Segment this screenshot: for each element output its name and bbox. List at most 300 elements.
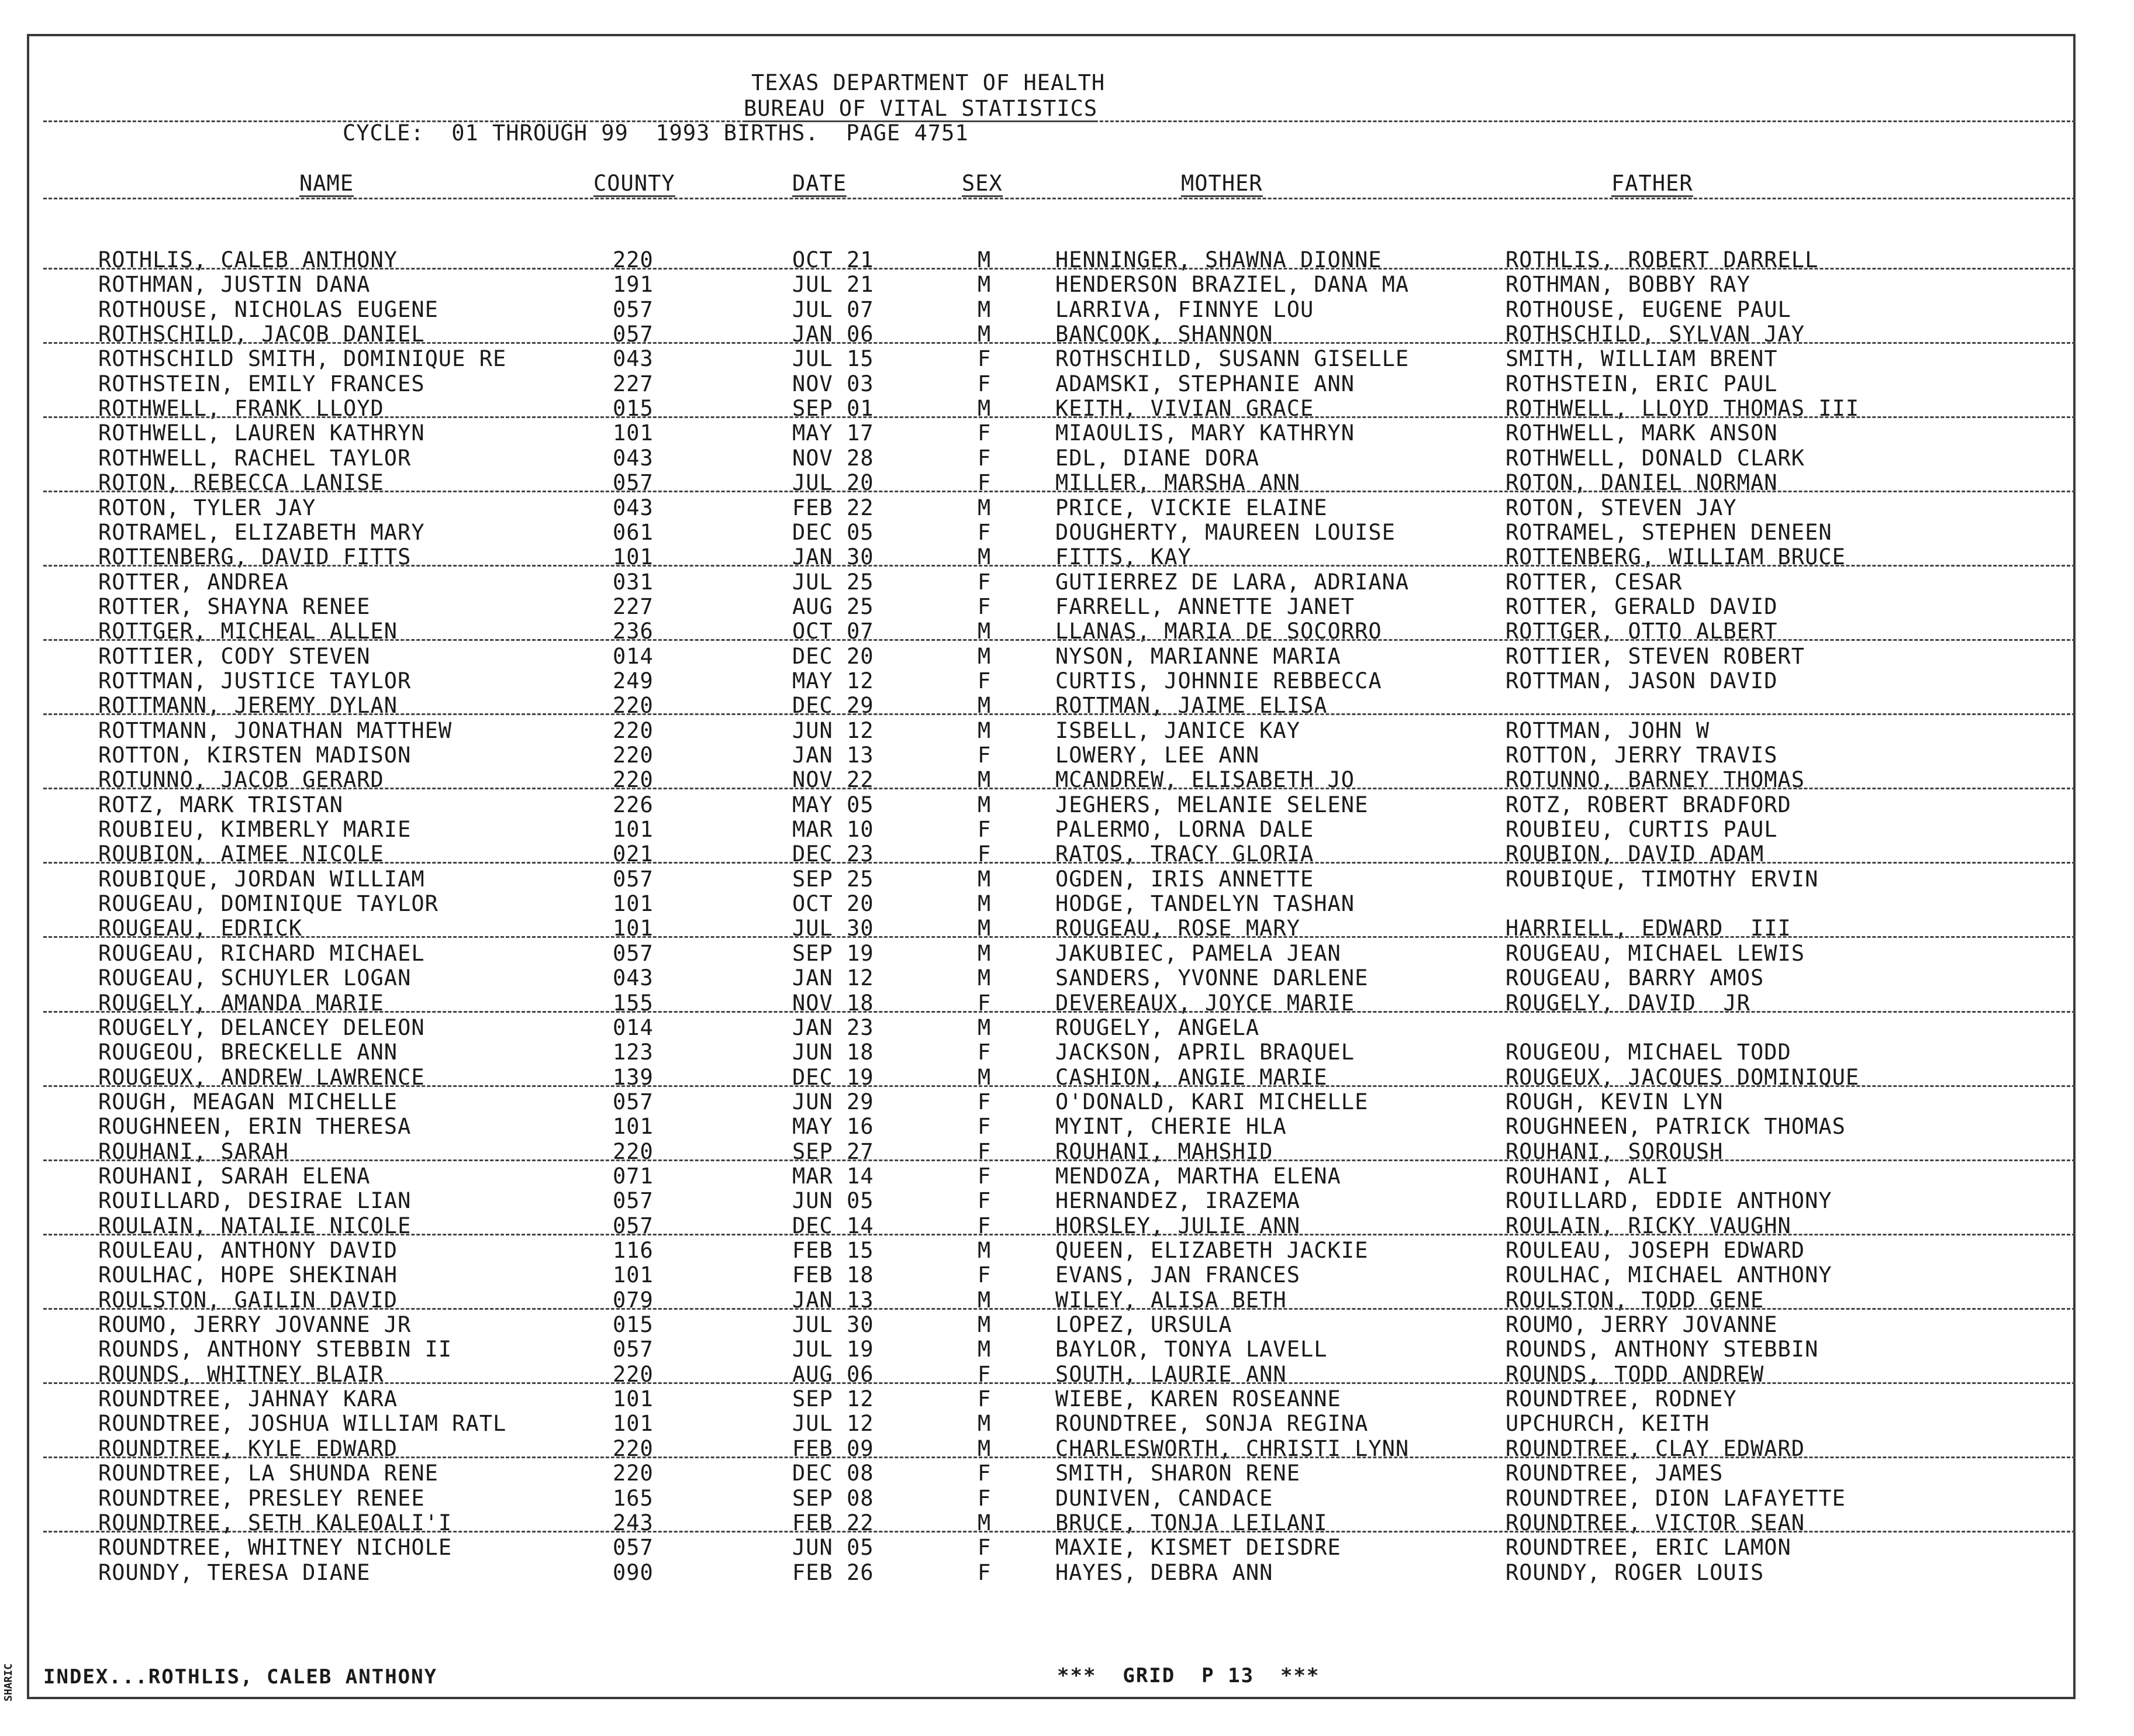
cell-sex: F [978,420,992,446]
cell-date: DEC 23 [792,841,874,867]
cell-name: ROTUNNO, JACOB GERARD [98,767,384,793]
cell-county: 220 [613,247,654,272]
cell-father: ROUGEOU, MICHAEL TODD [1505,1040,1791,1065]
row-group-divider [43,565,2076,567]
row-group-divider [43,639,2076,641]
table-row [0,817,2134,842]
cell-county: 014 [613,1014,654,1040]
cell-mother: ROUNDTREE, SONJA REGINA [1055,1411,1369,1437]
table-row [0,570,2134,595]
cell-county: 090 [613,1559,654,1585]
cell-sex: F [978,569,992,595]
table-row [0,644,2134,669]
cell-county: 057 [613,296,654,322]
cell-sex: F [978,1138,992,1164]
cell-father: ROUMO, JERRY JOVANNE [1505,1312,1778,1338]
cell-county: 101 [613,1386,654,1412]
cell-date: NOV 03 [792,371,874,396]
cell-date: FEB 18 [792,1262,874,1288]
cell-father: HARRIELL, EDWARD III [1505,916,1791,941]
cell-mother: GUTIERREZ DE LARA, ADRIANA [1055,569,1410,595]
cell-mother: ROUHANI, MAHSHID [1055,1138,1273,1164]
cell-mother: QUEEN, ELIZABETH JACKIE [1055,1238,1369,1263]
col-header-date: DATE [792,171,847,196]
cell-county: 057 [613,322,654,347]
bureau-title: BUREAU OF VITAL STATISTICS [744,96,1098,121]
cell-name: ROTHSTEIN, EMILY FRANCES [98,371,425,396]
cell-name: ROTTMAN, JUSTICE TAYLOR [98,668,412,693]
table-row [0,966,2134,990]
cell-date: FEB 22 [792,495,874,520]
table-row [0,1561,2134,1585]
cell-name: ROTHSCHILD, JACOB DANIEL [98,322,425,347]
cell-mother: KEITH, VIVIAN GRACE [1055,396,1314,422]
cell-sex: M [978,1337,992,1362]
cell-father: ROTTON, JERRY TRAVIS [1505,743,1778,768]
cell-date: JAN 13 [792,1287,874,1313]
table-row [0,941,2134,966]
cell-date: NOV 18 [792,990,874,1016]
cell-father: ROTTMAN, JOHN W [1505,717,1710,743]
cell-mother: SOUTH, LAURIE ANN [1055,1361,1287,1387]
cell-sex: F [978,817,992,843]
cell-county: 236 [613,619,654,644]
cell-sex: M [978,1312,992,1338]
cell-father: ROTHOUSE, EUGENE PAUL [1505,296,1791,322]
cell-mother: ADAMSKI, STEPHANIE ANN [1055,371,1355,396]
table-row [0,272,2134,297]
cell-county: 220 [613,767,654,793]
cell-date: SEP 08 [792,1485,874,1511]
cell-sex: M [978,891,992,917]
table-row [0,743,2134,768]
cell-mother: HODGE, TANDELYN TASHAN [1055,891,1355,917]
cell-name: ROTTER, ANDREA [98,569,289,595]
cell-mother: EDL, DIANE DORA [1055,445,1260,471]
cell-father: ROTUNNO, BARNEY THOMAS [1505,767,1805,793]
cell-county: 220 [613,717,654,743]
cell-father: ROUNDTREE, RODNEY [1505,1386,1737,1412]
cell-name: ROUGELY, DELANCEY DELEON [98,1014,425,1040]
row-group-divider [43,713,2076,715]
cell-sex: F [978,1361,992,1387]
cell-name: ROULSTON, GAILIN DAVID [98,1287,398,1313]
cell-county: 057 [613,1535,654,1561]
cell-county: 071 [613,1163,654,1189]
table-row [0,1337,2134,1362]
cell-date: FEB 09 [792,1435,874,1461]
cell-mother: BAYLOR, TONYA LAVELL [1055,1337,1328,1362]
cell-name: ROUGEAU, RICHARD MICHAEL [98,940,425,966]
cell-father: ROUNDTREE, VICTOR SEAN [1505,1510,1805,1535]
cell-date: JAN 06 [792,322,874,347]
cell-sex: M [978,717,992,743]
cell-name: ROULEAU, ANTHONY DAVID [98,1238,398,1263]
cell-sex: F [978,519,992,545]
row-group-divider [43,788,2076,789]
cell-county: 220 [613,1435,654,1461]
cell-date: JUL 07 [792,296,874,322]
col-header-mother: MOTHER [1181,171,1263,196]
cell-sex: M [978,1435,992,1461]
cell-county: 155 [613,990,654,1016]
cell-father: SMITH, WILLIAM BRENT [1505,346,1778,372]
cell-name: ROUGEUX, ANDREW LAWRENCE [98,1064,425,1090]
table-row [0,1387,2134,1411]
cell-name: ROUHANI, SARAH ELENA [98,1163,371,1189]
row-group-divider [43,1308,2076,1310]
cell-mother: MIAOULIS, MARY KATHRYN [1055,420,1355,446]
cell-name: ROTTMANN, JONATHAN MATTHEW [98,717,453,743]
cell-date: DEC 29 [792,693,874,719]
cell-mother: ROTHSCHILD, SUSANN GISELLE [1055,346,1410,372]
cell-county: 021 [613,841,654,867]
cell-county: 191 [613,272,654,298]
cell-name: ROULHAC, HOPE SHEKINAH [98,1262,398,1288]
agency-title: TEXAS DEPARTMENT OF HEALTH [751,70,1106,95]
cell-father: ROTTER, CESAR [1505,569,1683,595]
col-header-county: COUNTY [593,171,675,196]
cell-date: MAY 05 [792,792,874,817]
cell-date: DEC 08 [792,1461,874,1486]
cell-name: ROUNDTREE, KYLE EDWARD [98,1435,398,1461]
cell-father: ROUBIEU, CURTIS PAUL [1505,817,1778,843]
cell-sex: F [978,1461,992,1486]
cell-mother: SANDERS, YVONNE DARLENE [1055,965,1369,991]
cell-county: 061 [613,519,654,545]
cell-county: 015 [613,1312,654,1338]
table-row [0,595,2134,619]
cell-sex: M [978,1510,992,1535]
cell-name: ROUBION, AIMEE NICOLE [98,841,384,867]
side-mark: SHARIC [2,1663,15,1702]
cell-father: ROTZ, ROBERT BRADFORD [1505,792,1791,817]
col-header-name: NAME [299,171,354,196]
cell-county: 057 [613,1213,654,1238]
cell-date: JUN 29 [792,1089,874,1114]
cell-name: ROUNDTREE, JAHNAY KARA [98,1386,398,1412]
cell-father: UPCHURCH, KEITH [1505,1411,1710,1437]
cell-county: 101 [613,817,654,843]
cell-county: 043 [613,965,654,991]
cell-county: 043 [613,445,654,471]
cell-sex: F [978,1386,992,1412]
cell-county: 116 [613,1238,654,1263]
cell-name: ROUNDS, ANTHONY STEBBIN II [98,1337,453,1362]
table-row [0,1486,2134,1511]
cell-county: 101 [613,916,654,941]
cell-name: ROUNDY, TERESA DIANE [98,1559,371,1585]
cell-date: SEP 01 [792,396,874,422]
cell-name: ROTTENBERG, DAVID FITTS [98,544,412,570]
cell-father: ROTHSTEIN, ERIC PAUL [1505,371,1778,396]
cell-name: ROTTGER, MICHEAL ALLEN [98,619,398,644]
cell-sex: F [978,445,992,471]
cell-date: DEC 14 [792,1213,874,1238]
cell-date: JUL 25 [792,569,874,595]
table-row [0,1238,2134,1263]
cell-date: AUG 06 [792,1361,874,1387]
cell-date: MAY 17 [792,420,874,446]
table-row [0,1411,2134,1436]
cell-date: JUN 05 [792,1188,874,1214]
cell-sex: F [978,1485,992,1511]
cell-date: NOV 22 [792,767,874,793]
cell-father: ROUHANI, ALI [1505,1163,1669,1189]
cell-mother: DOUGHERTY, MAUREEN LOUISE [1055,519,1396,545]
cell-county: 249 [613,668,654,693]
cell-sex: F [978,1089,992,1114]
cell-mother: ROTTMAN, JAIME ELISA [1055,693,1328,719]
cell-county: 101 [613,420,654,446]
cell-county: 220 [613,1138,654,1164]
row-group-divider [43,1011,2076,1013]
cell-father: ROUBIQUE, TIMOTHY ERVIN [1505,866,1819,892]
cell-father: ROULEAU, JOSEPH EDWARD [1505,1238,1805,1263]
cell-mother: EVANS, JAN FRANCES [1055,1262,1300,1288]
cell-mother: HORSLEY, JULIE ANN [1055,1213,1300,1238]
cell-date: SEP 12 [792,1386,874,1412]
table-row [0,347,2134,371]
cell-father: ROTON, DANIEL NORMAN [1505,470,1778,496]
cell-date: JUN 05 [792,1535,874,1561]
cell-father: ROUNDS, ANTHONY STEBBIN [1505,1337,1819,1362]
cell-sex: M [978,1238,992,1263]
cell-county: 101 [613,1262,654,1288]
table-row [0,446,2134,471]
cell-date: JAN 12 [792,965,874,991]
cell-sex: F [978,1213,992,1238]
cell-county: 220 [613,743,654,768]
cell-sex: M [978,396,992,422]
cell-father: ROTHMAN, BOBBY RAY [1505,272,1750,298]
cell-sex: F [978,1188,992,1214]
col-header-sex: SEX [962,171,1003,196]
cell-date: FEB 15 [792,1238,874,1263]
cell-date: AUG 25 [792,593,874,619]
cell-mother: HERNANDEZ, IRAZEMA [1055,1188,1300,1214]
cell-name: ROUMO, JERRY JOVANNE JR [98,1312,412,1338]
cell-county: 031 [613,569,654,595]
cell-mother: ROUGEAU, ROSE MARY [1055,916,1300,941]
cell-father: ROUNDTREE, ERIC LAMON [1505,1535,1791,1561]
cell-father: ROULHAC, MICHAEL ANTHONY [1505,1262,1832,1288]
cell-date: JUL 19 [792,1337,874,1362]
cell-name: ROTZ, MARK TRISTAN [98,792,343,817]
cell-date: DEC 19 [792,1064,874,1090]
cell-name: ROUNDTREE, PRESLEY RENEE [98,1485,425,1511]
cell-mother: WILEY, ALISA BETH [1055,1287,1287,1313]
cell-sex: M [978,1064,992,1090]
cell-sex: M [978,792,992,817]
grid-label: *** GRID P 13 *** [1057,1664,1320,1687]
table-row [0,1040,2134,1065]
index-label: INDEX...ROTHLIS, CALEB ANTHONY [43,1665,438,1689]
cell-county: 243 [613,1510,654,1535]
table-row [0,1016,2134,1040]
cell-sex: M [978,1287,992,1313]
cell-date: FEB 26 [792,1559,874,1585]
cell-mother: MYINT, CHERIE HLA [1055,1114,1287,1140]
cell-date: DEC 20 [792,643,874,669]
cell-mother: DEVEREAUX, JOYCE MARIE [1055,990,1355,1016]
cell-county: 057 [613,1089,654,1114]
header-divider-bottom [43,198,2076,199]
cell-sex: F [978,470,992,496]
cell-mother: CURTIS, JOHNNIE REBBECCA [1055,668,1382,693]
cell-sex: M [978,693,992,719]
cell-name: ROTON, REBECCA LANISE [98,470,384,496]
cell-sex: M [978,940,992,966]
cell-name: ROUNDTREE, WHITNEY NICHOLE [98,1535,453,1561]
cell-sex: F [978,1163,992,1189]
cell-name: ROTHWELL, RACHEL TAYLOR [98,445,412,471]
cell-date: MAR 14 [792,1163,874,1189]
cell-sex: M [978,1014,992,1040]
cell-mother: SMITH, SHARON RENE [1055,1461,1300,1486]
cell-county: 043 [613,495,654,520]
cell-father: ROUGELY, DAVID JR [1505,990,1750,1016]
cell-date: JUL 12 [792,1411,874,1437]
cell-mother: LLANAS, MARIA DE SOCORRO [1055,619,1382,644]
table-row [0,1090,2134,1114]
table-row [0,520,2134,545]
cell-mother: BRUCE, TONJA LEILANI [1055,1510,1328,1535]
cell-name: ROUNDTREE, LA SHUNDA RENE [98,1461,438,1486]
cell-mother: OGDEN, IRIS ANNETTE [1055,866,1314,892]
cell-father: ROUNDTREE, DION LAFAYETTE [1505,1485,1846,1511]
row-group-divider [43,1159,2076,1161]
cell-name: ROTHLIS, CALEB ANTHONY [98,247,398,272]
cell-name: ROUGH, MEAGAN MICHELLE [98,1089,398,1114]
cell-sex: F [978,1040,992,1065]
cell-name: ROUBIEU, KIMBERLY MARIE [98,817,412,843]
cell-mother: MENDOZA, MARTHA ELENA [1055,1163,1341,1189]
cell-sex: M [978,965,992,991]
cell-name: ROTTON, KIRSTEN MADISON [98,743,412,768]
cell-father: ROUHANI, SOROUSH [1505,1138,1724,1164]
cell-sex: M [978,247,992,272]
cell-county: 014 [613,643,654,669]
cell-date: MAY 16 [792,1114,874,1140]
cell-sex: M [978,495,992,520]
cell-mother: HAYES, DEBRA ANN [1055,1559,1273,1585]
cell-name: ROUHANI, SARAH [98,1138,289,1164]
cell-mother: FARRELL, ANNETTE JANET [1055,593,1355,619]
col-header-father: FATHER [1611,171,1693,196]
cell-mother: CASHION, ANGIE MARIE [1055,1064,1328,1090]
cell-date: JUL 21 [792,272,874,298]
cell-name: ROUNDS, WHITNEY BLAIR [98,1361,384,1387]
cell-father: ROTTMAN, JASON DAVID [1505,668,1778,693]
cell-father: ROTHWELL, LLOYD THOMAS III [1505,396,1860,422]
row-group-divider [43,1382,2076,1384]
cell-date: SEP 19 [792,940,874,966]
cell-name: ROUGEAU, DOMINIQUE TAYLOR [98,891,438,917]
cell-mother: RATOS, TRACY GLORIA [1055,841,1314,867]
cell-sex: M [978,866,992,892]
cell-county: 079 [613,1287,654,1313]
table-row [0,1535,2134,1560]
table-row [0,372,2134,396]
cell-name: ROUNDTREE, JOSHUA WILLIAM RATL [98,1411,507,1437]
cell-sex: F [978,346,992,372]
cell-father: ROUGHNEEN, PATRICK THOMAS [1505,1114,1846,1140]
row-group-divider [43,1457,2076,1458]
cell-date: MAR 10 [792,817,874,843]
cell-date: JUL 30 [792,916,874,941]
cell-father: ROTTGER, OTTO ALBERT [1505,619,1778,644]
cell-name: ROTHWELL, LAUREN KATHRYN [98,420,425,446]
cell-name: ROUGEAU, EDRICK [98,916,303,941]
table-row [0,719,2134,743]
cell-county: 057 [613,940,654,966]
cell-date: JAN 30 [792,544,874,570]
cell-father: ROTTENBERG, WILLIAM BRUCE [1505,544,1846,570]
table-row [0,298,2134,322]
cell-sex: F [978,743,992,768]
cell-date: JUL 30 [792,1312,874,1338]
cell-father: ROTTER, GERALD DAVID [1505,593,1778,619]
cell-date: JUL 20 [792,470,874,496]
cell-father: ROTHLIS, ROBERT DARRELL [1505,247,1819,272]
cell-sex: M [978,1411,992,1437]
table-row [0,867,2134,892]
cell-sex: M [978,322,992,347]
cell-county: 057 [613,470,654,496]
cycle-line: CYCLE: 01 THROUGH 99 1993 BIRTHS. PAGE 4751 [343,120,969,146]
cell-date: JUL 15 [792,346,874,372]
table-row [0,1164,2134,1189]
cell-mother: MAXIE, KISMET DEISDRE [1055,1535,1341,1561]
cell-date: FEB 22 [792,1510,874,1535]
cell-county: 139 [613,1064,654,1090]
table-row [0,669,2134,693]
cell-name: ROULAIN, NATALIE NICOLE [98,1213,412,1238]
row-group-divider [43,342,2076,344]
cell-mother: JEGHERS, MELANIE SELENE [1055,792,1369,817]
cell-sex: M [978,544,992,570]
cell-name: ROUGEAU, SCHUYLER LOGAN [98,965,412,991]
cell-name: ROUGELY, AMANDA MARIE [98,990,384,1016]
cell-date: OCT 21 [792,247,874,272]
table-row [0,1313,2134,1337]
cell-date: JUN 12 [792,717,874,743]
cell-county: 101 [613,544,654,570]
row-group-divider [43,1085,2076,1087]
cell-county: 101 [613,1411,654,1437]
cell-sex: F [978,990,992,1016]
cell-father: ROUNDY, ROGER LOUIS [1505,1559,1764,1585]
cell-sex: F [978,841,992,867]
table-row [0,1263,2134,1288]
cell-mother: WIEBE, KAREN ROSEANNE [1055,1386,1341,1412]
table-row [0,892,2134,916]
cell-father: ROUGEAU, BARRY AMOS [1505,965,1764,991]
table-row [0,1461,2134,1486]
cell-name: ROTHOUSE, NICHOLAS EUGENE [98,296,438,322]
cell-sex: F [978,1535,992,1561]
cell-name: ROTHWELL, FRANK LLOYD [98,396,384,422]
cell-father: ROUILLARD, EDDIE ANTHONY [1505,1188,1832,1214]
cell-mother: ISBELL, JANICE KAY [1055,717,1300,743]
cell-father: ROULSTON, TODD GENE [1505,1287,1764,1313]
cell-mother: BANCOOK, SHANNON [1055,322,1273,347]
cell-county: 057 [613,1337,654,1362]
cell-mother: O'DONALD, KARI MICHELLE [1055,1089,1369,1114]
cell-sex: F [978,1559,992,1585]
cell-county: 226 [613,792,654,817]
